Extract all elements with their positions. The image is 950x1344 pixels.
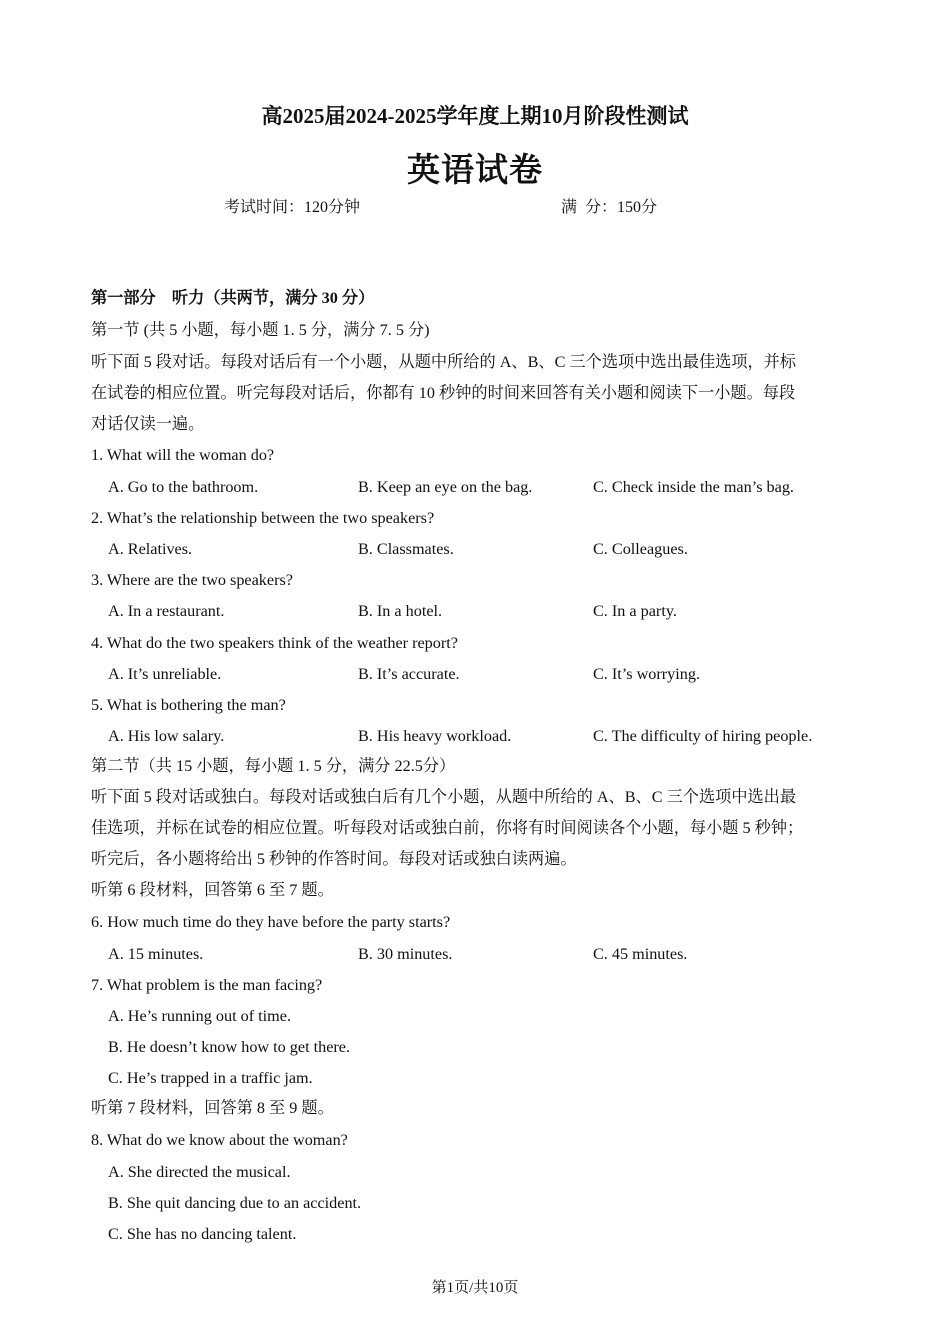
exam-time: 考试时间：120分钟 <box>224 199 361 216</box>
option-b: B. He doesn’t know how to get there. <box>108 1038 351 1056</box>
question-stem: 5. What is bothering the man? <box>91 696 286 714</box>
option-a: A. His low salary. <box>108 727 225 745</box>
option-a: A. Go to the bathroom. <box>108 478 259 496</box>
option-b: B. Keep an eye on the bag. <box>358 478 533 496</box>
section1-instruction-line: 听下面 5 段对话。每段对话后有一个小题，从题中所给的 A、B、C 三个选项中选出最佳选项，并标 <box>91 353 797 371</box>
question-stem: 2. What’s the relationship between the two speakers? <box>91 509 435 527</box>
option-a: A. She directed the musical. <box>108 1163 291 1181</box>
option-b: B. It’s accurate. <box>358 665 460 683</box>
question-stem: 4. What do the two speakers think of the weather report? <box>91 634 458 652</box>
exam-title: 高2025届2024-2025学年度上期10月阶段性测试 <box>261 104 689 128</box>
option-a: A. He’s running out of time. <box>108 1007 291 1025</box>
option-b: B. 30 minutes. <box>358 945 453 963</box>
option-b: B. His heavy workload. <box>358 727 512 745</box>
question-stem: 6. How much time do they have before the party starts? <box>91 913 451 931</box>
section1-instruction-line: 对话仅读一遍。 <box>91 415 205 433</box>
option-c: C. In a party. <box>593 602 677 620</box>
option-a: A. It’s unreliable. <box>108 665 222 683</box>
section2-instruction-line: 佳选项，并标在试卷的相应位置。听每段对话或独白前，你将有时间阅读各个小题，每小题 5 秒钟； <box>91 819 804 837</box>
question-stem: 8. What do we know about the woman? <box>91 1131 348 1149</box>
option-b: B. She quit dancing due to an accident. <box>108 1194 362 1212</box>
section2-heading: 第二节（共 15 小题，每小题 1. 5 分，满分 22.5分） <box>91 757 456 775</box>
option-b: B. In a hotel. <box>358 602 443 620</box>
option-c: C. She has no dancing talent. <box>108 1225 297 1243</box>
material-6-note: 听第 6 段材料，回答第 6 至 7 题。 <box>91 881 334 899</box>
exam-subtitle: 英语试卷 <box>407 153 543 189</box>
section1-heading: 第一节 (共 5 小题，每小题 1. 5 分，满分 7. 5 分) <box>91 321 430 339</box>
material-7-note: 听第 7 段材料，回答第 8 至 9 题。 <box>91 1099 334 1117</box>
option-a: A. Relatives. <box>108 540 193 558</box>
question-stem: 7. What problem is the man facing? <box>91 976 323 994</box>
option-c: C. Colleagues. <box>593 540 688 558</box>
section2-instruction-line: 听完后，各小题将给出 5 秒钟的作答时间。每段对话或独白读两遍。 <box>91 850 577 868</box>
page-number: 第1页/共10页 <box>431 1280 519 1296</box>
option-c: C. The difficulty of hiring people. <box>593 727 813 745</box>
option-c: C. It’s worrying. <box>593 665 701 683</box>
part1-heading: 第一部分 听力（共两节，满分 30 分） <box>91 289 375 307</box>
option-c: C. He’s trapped in a traffic jam. <box>108 1069 313 1087</box>
option-a: A. 15 minutes. <box>108 945 204 963</box>
section1-instruction-line: 在试卷的相应位置。听完每段对话后，你都有 10 秒钟的时间来回答有关小题和阅读下一小题。每段 <box>91 384 796 402</box>
option-c: C. 45 minutes. <box>593 945 688 963</box>
full-score: 满 分：150分 <box>561 199 658 216</box>
section2-instruction-line: 听下面 5 段对话或独白。每段对话或独白后有几个小题，从题中所给的 A、B、C 三个选项中选出最 <box>91 788 797 806</box>
option-b: B. Classmates. <box>358 540 454 558</box>
question-stem: 3. Where are the two speakers? <box>91 571 293 589</box>
option-a: A. In a restaurant. <box>108 602 225 620</box>
option-c: C. Check inside the man’s bag. <box>593 478 794 496</box>
question-stem: 1. What will the woman do? <box>91 446 275 464</box>
